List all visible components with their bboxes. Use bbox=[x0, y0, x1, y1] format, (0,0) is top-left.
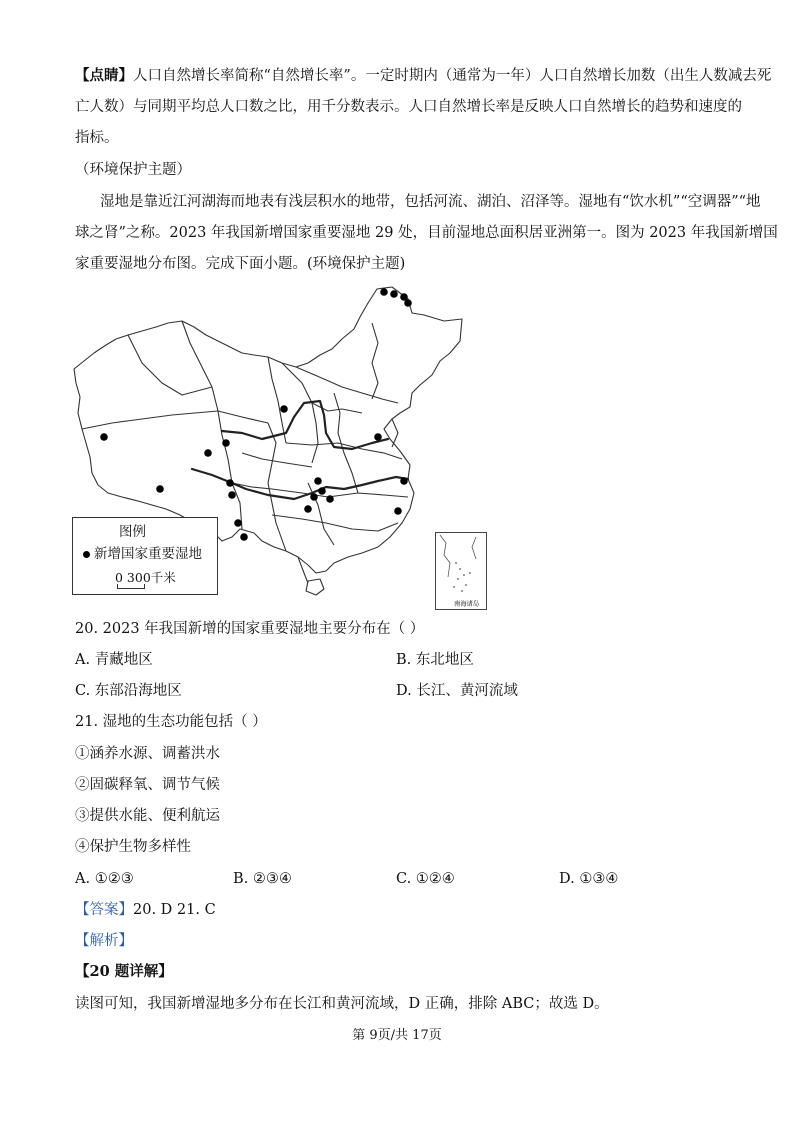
tip-line-3: 指标。 bbox=[75, 130, 119, 146]
wetland-point bbox=[394, 507, 402, 515]
page-footer: 第 9页/共 17页 bbox=[352, 1028, 442, 1043]
wetland-point bbox=[228, 491, 236, 499]
wetland-point bbox=[404, 299, 412, 307]
answer-label: 【答案】 bbox=[75, 902, 133, 918]
wetland-point bbox=[314, 477, 322, 485]
wetland-point bbox=[226, 479, 234, 487]
legend-title: 图例 bbox=[119, 524, 146, 540]
tip-text-1: 人口自然增长率简称“自然增长率”。一定时期内（通常为一年）人口自然增长加数（出生人数减去死 bbox=[133, 68, 772, 84]
q21-item-1: ①涵养水源、调蓄洪水 bbox=[75, 746, 220, 762]
wetland-points bbox=[100, 288, 412, 541]
wetland-point bbox=[310, 493, 318, 501]
wetland-point bbox=[234, 519, 242, 527]
answer-text: 20. D 21. C bbox=[133, 902, 216, 918]
dot-icon bbox=[83, 551, 90, 558]
tip-line-1 bbox=[75, 66, 771, 86]
topic-heading: （环境保护主题） bbox=[75, 162, 191, 178]
hainan-island bbox=[306, 579, 324, 595]
q21-option-a: A. ①②③ bbox=[75, 871, 134, 887]
legend-item-label: 新增国家重要湿地 bbox=[94, 546, 202, 562]
wetland-point bbox=[390, 290, 398, 298]
scale-label: 0 300千米 bbox=[115, 570, 176, 585]
analysis-label: 【解析】 bbox=[75, 933, 133, 949]
wetland-point bbox=[204, 449, 212, 457]
wetland-point bbox=[374, 433, 382, 441]
q21-option-d: D. ①③④ bbox=[559, 871, 619, 887]
inset-caption: 南海诸岛 bbox=[454, 599, 480, 608]
q21-item-2: ②固碳释氧、调节气候 bbox=[75, 777, 220, 793]
q20-option-b: B. 东北地区 bbox=[396, 652, 474, 668]
wetland-point bbox=[100, 433, 108, 441]
wetland-point bbox=[380, 288, 388, 296]
wetland-point bbox=[156, 485, 164, 493]
wetland-point bbox=[222, 439, 230, 447]
scale-bar bbox=[117, 584, 145, 589]
q20-stem: 20. 2023 年我国新增的国家重要湿地主要分布在（ ） bbox=[75, 621, 425, 637]
detail20-text: 读图可知，我国新增湿地多分布在长江和黄河流域，D 正确，排除 ABC；故选 D。 bbox=[75, 996, 609, 1012]
inset-map bbox=[436, 533, 486, 609]
answer-line bbox=[75, 900, 216, 920]
wetland-point bbox=[280, 405, 288, 413]
yellow-river bbox=[222, 401, 388, 449]
wetland-point bbox=[318, 487, 326, 495]
intro-line-1: 湿地是靠近江河湖海而地表有浅层积水的地带，包括河流、湖泊、沼泽等。湿地有“饮水机”“空调器”“地 bbox=[100, 194, 761, 210]
south-china-sea-inset bbox=[435, 532, 487, 610]
q21-stem: 21. 湿地的生态功能包括（ ） bbox=[75, 714, 267, 730]
q20-option-d: D. 长江、黄河流域 bbox=[396, 683, 518, 699]
intro-line-3: 家重要湿地分布图。完成下面小题。(环境保护主题) bbox=[75, 256, 406, 272]
wetland-point bbox=[240, 533, 248, 541]
legend-item bbox=[83, 542, 202, 562]
tip-label: 【点睛】 bbox=[75, 67, 133, 84]
map-legend bbox=[72, 517, 218, 595]
q21-option-c: C. ①②④ bbox=[396, 871, 455, 887]
q21-item-3: ③提供水能、便利航运 bbox=[75, 808, 220, 824]
wetland-point bbox=[400, 477, 408, 485]
intro-line-2: 球之肾”之称。2023 年我国新增国家重要湿地 29 处，目前湿地总面积居亚洲第一。图为 2023 年我国新增国 bbox=[75, 225, 778, 241]
wetland-point bbox=[304, 505, 312, 513]
wetland-point bbox=[326, 495, 334, 503]
detail20-label: 【20 题详解】 bbox=[75, 963, 173, 980]
q20-option-c: C. 东部沿海地区 bbox=[75, 683, 182, 699]
q21-item-4: ④保护生物多样性 bbox=[75, 839, 191, 855]
q20-option-a: A. 青藏地区 bbox=[75, 652, 153, 668]
tip-line-2: 亡人数）与同期平均总人口数之比，用千分数表示。人口自然增长率是反映人口自然增长的趋势和速度的 bbox=[75, 99, 742, 115]
q21-option-b: B. ②③④ bbox=[233, 871, 292, 887]
